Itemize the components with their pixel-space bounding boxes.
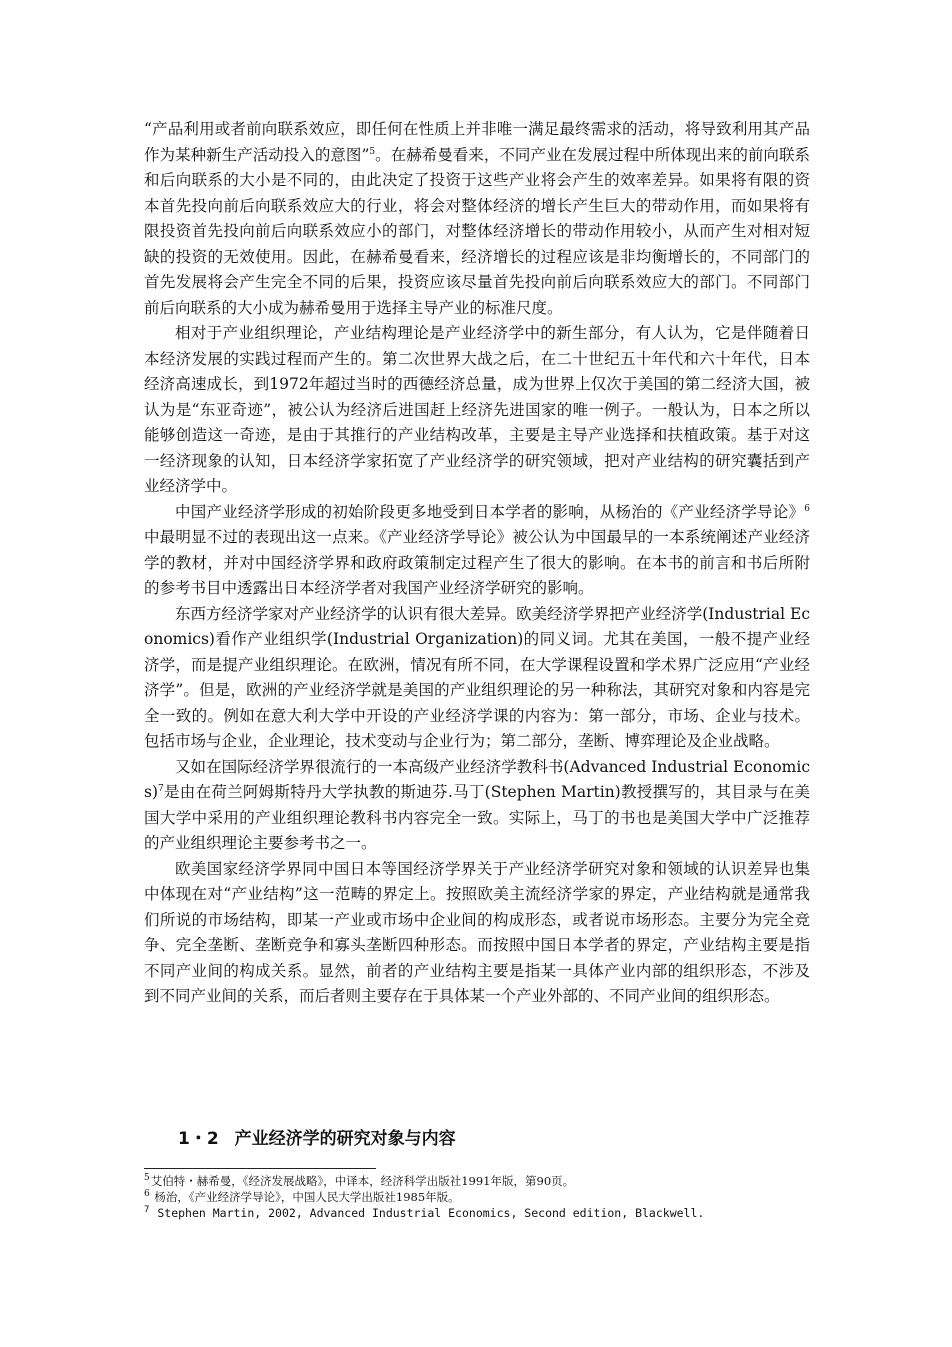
paragraph-east-west-difference: 东西方经济学家对产业经济学的认识有很大差异。欧美经济学界把产业经济学(Industrial Economics)看作产业组织学(Industrial Organization)的同义词。尤其在美国，一般不提产业经济学，而是提产业组织理论。在欧洲，情况有所不同，在大学课程设置和学术界广泛应用“产业经济学”。但是，欧洲的产业经济学就是美国的产业组织理论的另一种称法，其研究对象和内容是完全一致的。例如在意大利大学中开设的产业经济学课的内容为：第一部分，市场、企业与技术。包括市场与企业，企业理论，技术变动与企业行为；第二部分，垄断、博弈理论及企业战略。 — [144, 604, 810, 750]
section-heading — [178, 1127, 456, 1151]
footnote-text: 杨治，《产业经济学导论》，中国人民大学出版社1985年版。 — [150, 1190, 460, 1204]
paragraph-hirschman-linkage — [144, 117, 810, 321]
footnote-7 — [144, 1205, 804, 1221]
footnote-mark: 7 — [144, 1205, 150, 1216]
paragraph-structure-definition: 欧美国家经济学界同中国日本等国经济学界关于产业经济学研究对象和领域的认识差异也集中体现在对“产业结构”这一范畴的界定上。按照欧美主流经济学家的界定，产业结构就是通常我们所说的市场结构，即某一产业或市场中企业间的构成形态，或者说市场形态。主要分为完全竞争、完全垄断、垄断竞争和寡头垄断四种形态。而按照中国日本学者的界定，产业结构主要是指不同产业间的构成关系。显然，前者的产业结构主要是指某一具体产业内部的组织形态，不涉及到不同产业间的关系，而后者则主要存在于具体某一个产业外部的、不同产业间的组织形态。 — [144, 859, 810, 1005]
paragraph-text: 是由在荷兰阿姆斯特丹大学执教的斯迪芬.马丁(Stephen Martin)教授撰写的，其目录与在美国大学中采用的产业组织理论教科书内容完全一致。实际上，马丁的书也是美国大学中广泛推荐的产业组织理论主要参考书之一。 — [144, 783, 810, 852]
footnote-mark: 6 — [144, 1189, 150, 1200]
footnote-text: 艾伯特・赫希曼，《经济发展战略》，中译本，经济科学出版社1991年版，第90页。 — [150, 1174, 575, 1188]
footnote-ref-7[interactable]: 7 — [158, 783, 164, 794]
section-number: 1・2 — [178, 1129, 219, 1149]
paragraph-text: 中国产业经济学形成的初始阶段更多地受到日本学者的影响，从杨治的《产业经济学导论》 — [175, 502, 805, 521]
document-body — [144, 117, 810, 1010]
footnote-ref-5[interactable]: 5 — [369, 146, 376, 157]
footnotes — [144, 1173, 804, 1221]
footnote-5 — [144, 1173, 804, 1189]
paragraph-industrial-structure-japan: 相对于产业组织理论，产业结构理论是产业经济学中的新生部分，有人认为，它是伴随着日本经济发展的实践过程而产生的。第二次世界大战之后，在二十世纪五十年代和六十年代，日本经济高速成长，到1972年超过当时的西德经济总量，成为世界上仅次于美国的第二经济大国，被认为是“东亚奇迹”，被公认为经济后进国赶上经济先进国家的唯一例子。一般认为，日本之所以能够创造这一奇迹，是由于其推行的产业结构改革，主要是主导产业选择和扶植政策。基于对这一经济现象的认知，日本经济学家拓宽了产业经济学的研究领域，把对产业结构的研究囊括到产业经济学中。 — [144, 324, 810, 495]
paragraph-text: 。在赫希曼看来，不同产业在发展过程中所体现出来的前向联系和后向联系的大小是不同的，由此决定了投资于这些产业将会产生的效率差异。如果将有限的资本首先投向前后向联系效应大的行业，将会对整体经济的增长产生巨大的带动作用，而如果将有限投资首先投向前后向联系效应小的部门，对整体经济增长的带动作用较小，从而产生对相对短缺的投资的无效使用。因此，在赫希曼看来，经济增长的过程应该是非均衡增长的，不同部门的首先发展将会产生完全不同的后果，投资应该尽量首先投向前后向联系效应大的部门。不同部门前后向联系的大小成为赫希曼用于选择主导产业的标准尺度。 — [144, 145, 810, 317]
footnote-ref-6[interactable]: 6 — [804, 503, 810, 514]
footnote-divider — [144, 1168, 376, 1169]
paragraph-china-origins — [144, 500, 810, 602]
paragraph-text: 又如在国际经济学界很流行的一本高级产业经济学教科书(Advanced Industrial Economics) — [144, 757, 810, 801]
section-title: 产业经济学的研究对象与内容 — [234, 1129, 456, 1149]
paragraph-text: “产品利用或者前向联系效应，即任何在性质上并非唯一满足最终需求的活动，将导致利用其产品作为某种新生产活动投入的意图” — [144, 120, 810, 164]
footnote-6 — [144, 1189, 804, 1205]
footnote-text: Stephen Martin, 2002, Advanced Industrial Economics, Second edition, Blackwell. — [150, 1206, 705, 1220]
footnote-mark: 5 — [144, 1173, 150, 1184]
paragraph-martin-textbook — [144, 755, 810, 857]
paragraph-text: 中最明显不过的表现出这一点来。《产业经济学导论》被公认为中国最早的一本系统阐述产业经济学的教材，并对中国经济学界和政府政策制定过程产生了很大的影响。在本书的前言和书后所附的参考书目中透露出日本经济学者对我国产业经济学研究的影响。 — [144, 528, 810, 597]
